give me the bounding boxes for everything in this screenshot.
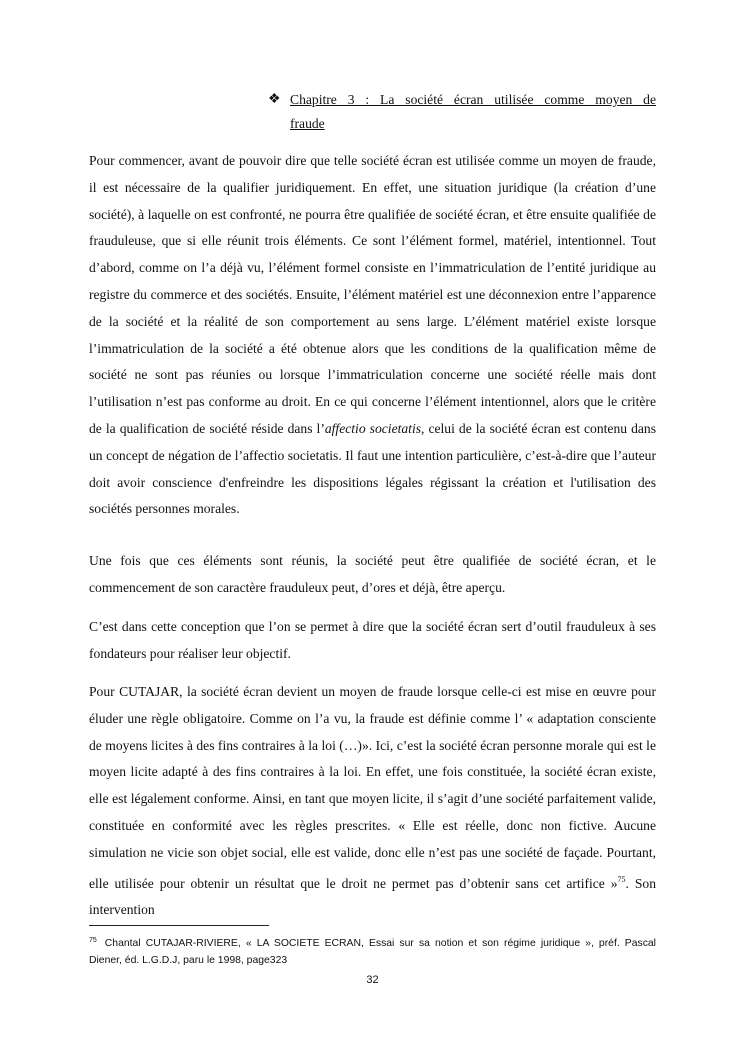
paragraph-cutajar <box>89 679 656 924</box>
page-number: 32 <box>366 974 379 986</box>
paragraph-1-text-b: , celui de la société écran est contenu dans un concept de négation de l’affectio societatis. Il faut une intention particulière, c’est-à-dire que l’auteur doit avoir conscience d'enfreindre les dispositions légales régissant la création et l'utilisation des sociétés personnes morales. <box>89 420 656 517</box>
footnote <box>89 932 656 969</box>
diamond-bullet-icon: ❖ <box>268 92 281 107</box>
chapter-title <box>290 88 656 136</box>
paragraph-conception: C’est dans cette conception que l’on se permet à dire que la société écran sert d’outil frauduleux à ses fondateurs pour réaliser leur objectif. <box>89 619 656 661</box>
chapter-title-line-2: fraude <box>290 116 325 131</box>
paragraph-1-text-a: Pour commencer, avant de pouvoir dire que telle société écran est utilisée comme un moyen de fraude, il est nécessaire de la qualifier juridiquement. En effet, une situation juridique (la création d’une société), à laquelle on est confronté, ne pourra être qualifiée de société écran, et être ensuite qualifiée de frauduleuse, que si elle réunit trois éléments. Ce sont l’élément formel, matériel, intentionnel. Tout d’abord, comme on l’a déjà vu, l’élément formel consiste en l’immatriculation de l’entité juridique au registre du commerce et des sociétés. Ensuite, l’élément matériel est une déconnexion entre l’apparence de la société et la réalité de son comportement au sens large. L’élément matériel existe lorsque l’immatriculation de la société a été obtenue alors que les conditions de la qualification même de société ne sont pas réunies ou lorsque l’immatriculation concerne une société réelle mais dont l’utilisation n’est pas conforme au droit. En ce qui concerne l’élément intentionnel, alors que le critère de la qualification de société réside dans l’ <box>89 153 656 436</box>
paragraph-4-text-b: . Son intervention <box>89 875 657 918</box>
chapter-title-line-1: Chapitre 3 : La société écran utilisée comme moyen de <box>290 92 656 107</box>
paragraph-1-italic-term: affectio societatis <box>324 420 422 436</box>
footnote-text: Chantal CUTAJAR-RIVIERE, « LA SOCIETE ECRAN, Essai sur sa notion et son régime juridique », préf. Pascal Diener, éd. L.G.D.J, paru le 1998, page323 <box>89 938 656 966</box>
footnote-number: 75 <box>89 937 97 944</box>
footnote-separator <box>89 925 269 926</box>
paragraph-qualification <box>89 148 656 523</box>
footnote-reference[interactable]: 75 <box>617 874 626 884</box>
paragraph-4-text-a: Pour CUTAJAR, la société écran devient un moyen de fraude lorsque celle-ci est mise en œuvre pour éluder une règle obligatoire. Comme on l’a vu, la fraude est définie comme l’ « adaptation consciente de moyens licites à des fins contraires à la loi (…)». Ici, c’est la société écran personne morale qui est le moyen licite adapté à des fins contraires à la loi. En effet, une fois constituée, la société écran existe, elle est légalement conforme. Ainsi, en tant que moyen licite, il s’agit d’une société parfaitement valide, constituée en conformité avec les règles prescrites. « Elle est réelle, donc non fictive. Aucune simulation ne vicie son objet social, elle est valide, donc elle n’est pas une société de façade. Pourtant, elle utilisée pour obtenir un résultat que le droit ne permet pas d’obtenir sans cet artifice » <box>89 684 656 891</box>
paragraph-elements-reunis: Une fois que ces éléments sont réunis, la société peut être qualifiée de société écran, et le commencement de son caractère frauduleux peut, d’ores et déjà, être aperçu. <box>89 553 656 595</box>
chapter-heading <box>268 88 656 136</box>
